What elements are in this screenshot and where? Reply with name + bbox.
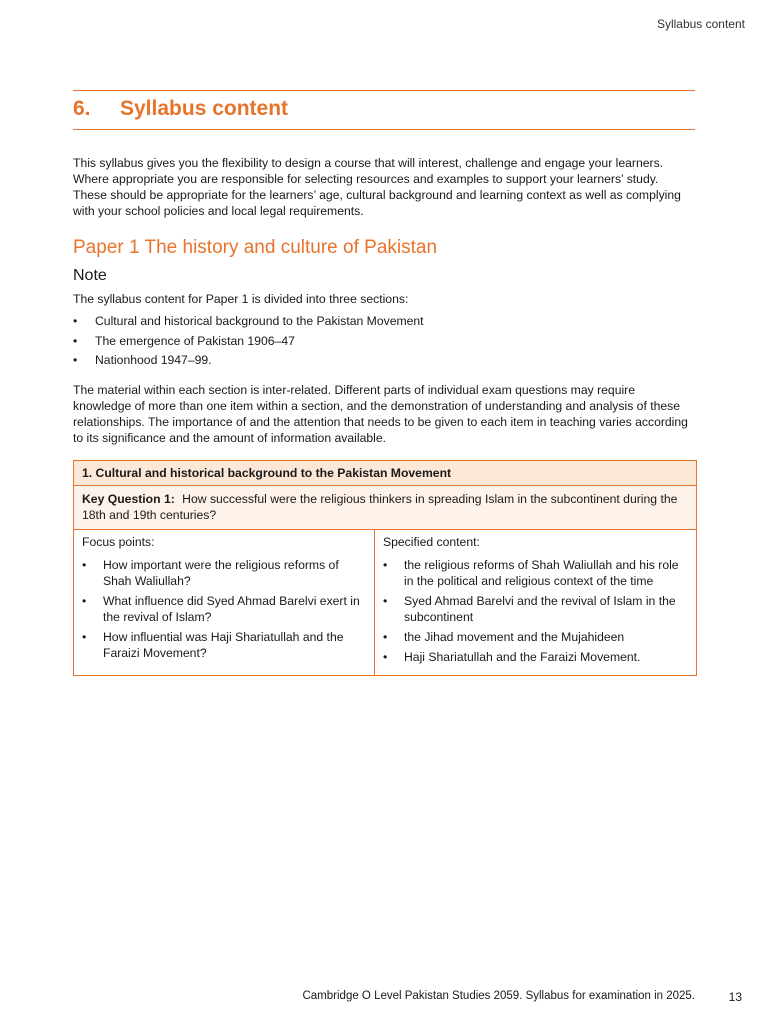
list-item (383, 593, 687, 625)
list-item (82, 557, 366, 589)
main-content (73, 155, 695, 676)
specified-content-list (383, 557, 687, 665)
running-header: Syllabus content (656, 17, 745, 31)
list-item (82, 593, 366, 625)
bullet-icon: • (383, 558, 388, 572)
key-question-text: How successful were the religious thinkers in spreading Islam in the subcontinent during the 18th and 19th centuries? (82, 492, 678, 522)
focus-points-column (74, 530, 375, 675)
list-item (73, 313, 695, 329)
list-item (383, 557, 687, 589)
list-item-text: Nationhood 1947–99. (95, 353, 212, 367)
specified-content-heading: Specified content: (383, 535, 480, 549)
list-item-text: the Jihad movement and the Mujahideen (404, 630, 625, 644)
list-item (82, 629, 366, 661)
paper-heading: Paper 1 The history and culture of Pakistan (73, 237, 438, 258)
chapter-heading (73, 97, 288, 121)
bullet-icon: • (383, 630, 388, 644)
section-list (73, 313, 695, 368)
table-title: 1. Cultural and historical background to the Pakistan Movement (74, 461, 696, 486)
bullet-icon: • (383, 594, 388, 608)
page-footer: Cambridge O Level Pakistan Studies 2059. Syllabus for examination in 2025. (302, 990, 695, 1002)
key-question-label: Key Question 1: (82, 492, 175, 506)
bullet-icon: • (383, 650, 388, 664)
intro-paragraph: This syllabus gives you the flexibility to design a course that will interest, challenge and engage your learners. Where appropriate you are responsible for selecting resources and examples to support your learners’ study. These should be appropriate for the learners’ age, cultural background and learning context as well as complying with your school policies and local legal requirements. (73, 156, 681, 218)
list-item-text: The emergence of Pakistan 1906–47 (95, 333, 295, 348)
specified-content-column (375, 530, 695, 675)
list-item (383, 629, 687, 645)
page-number: 13 (728, 990, 742, 1004)
list-item-text: Syed Ahmad Barelvi and the revival of Islam in the subcontinent (404, 594, 676, 624)
bullet-icon: • (82, 630, 87, 644)
list-item-text: Haji Shariatullah and the Faraizi Movement. (404, 650, 641, 664)
list-item-text: What influence did Syed Ahmad Barelvi exert in the revival of Islam? (103, 594, 360, 624)
chapter-number: 6. (73, 97, 91, 120)
material-paragraph: The material within each section is inter-related. Different parts of individual exam questions may require knowledge of more than one item within a section, and the demonstration of understanding and analysis of these relationships. The importance of and the attention that needs to be given to each item in teaching varies according to its significance and the amount of information available. (73, 383, 688, 445)
bullet-icon: • (73, 353, 78, 367)
syllabus-table (73, 460, 697, 676)
bullet-icon: • (73, 314, 78, 328)
list-item-text: Cultural and historical background to the Pakistan Movement (95, 314, 424, 328)
list-item (73, 333, 695, 349)
focus-points-list (82, 557, 366, 661)
bullet-icon: • (73, 333, 78, 348)
note-intro: The syllabus content for Paper 1 is divided into three sections: (73, 292, 409, 306)
focus-points-heading: Focus points: (82, 535, 155, 549)
list-item-text: the religious reforms of Shah Waliullah and his role in the political and religious context of the time (404, 558, 679, 588)
table-columns (74, 530, 696, 675)
chapter-bottom-rule (73, 129, 695, 130)
bullet-icon: • (82, 594, 87, 608)
chapter-top-rule (73, 90, 695, 91)
list-item-text: How important were the religious reforms of Shah Waliullah? (103, 558, 339, 588)
key-question-row (74, 486, 696, 530)
list-item (73, 352, 695, 368)
list-item (383, 649, 687, 665)
bullet-icon: • (82, 558, 87, 572)
note-heading: Note (73, 267, 107, 284)
list-item-text: How influential was Haji Shariatullah and the Faraizi Movement? (103, 630, 344, 660)
chapter-title: Syllabus content (120, 97, 289, 120)
